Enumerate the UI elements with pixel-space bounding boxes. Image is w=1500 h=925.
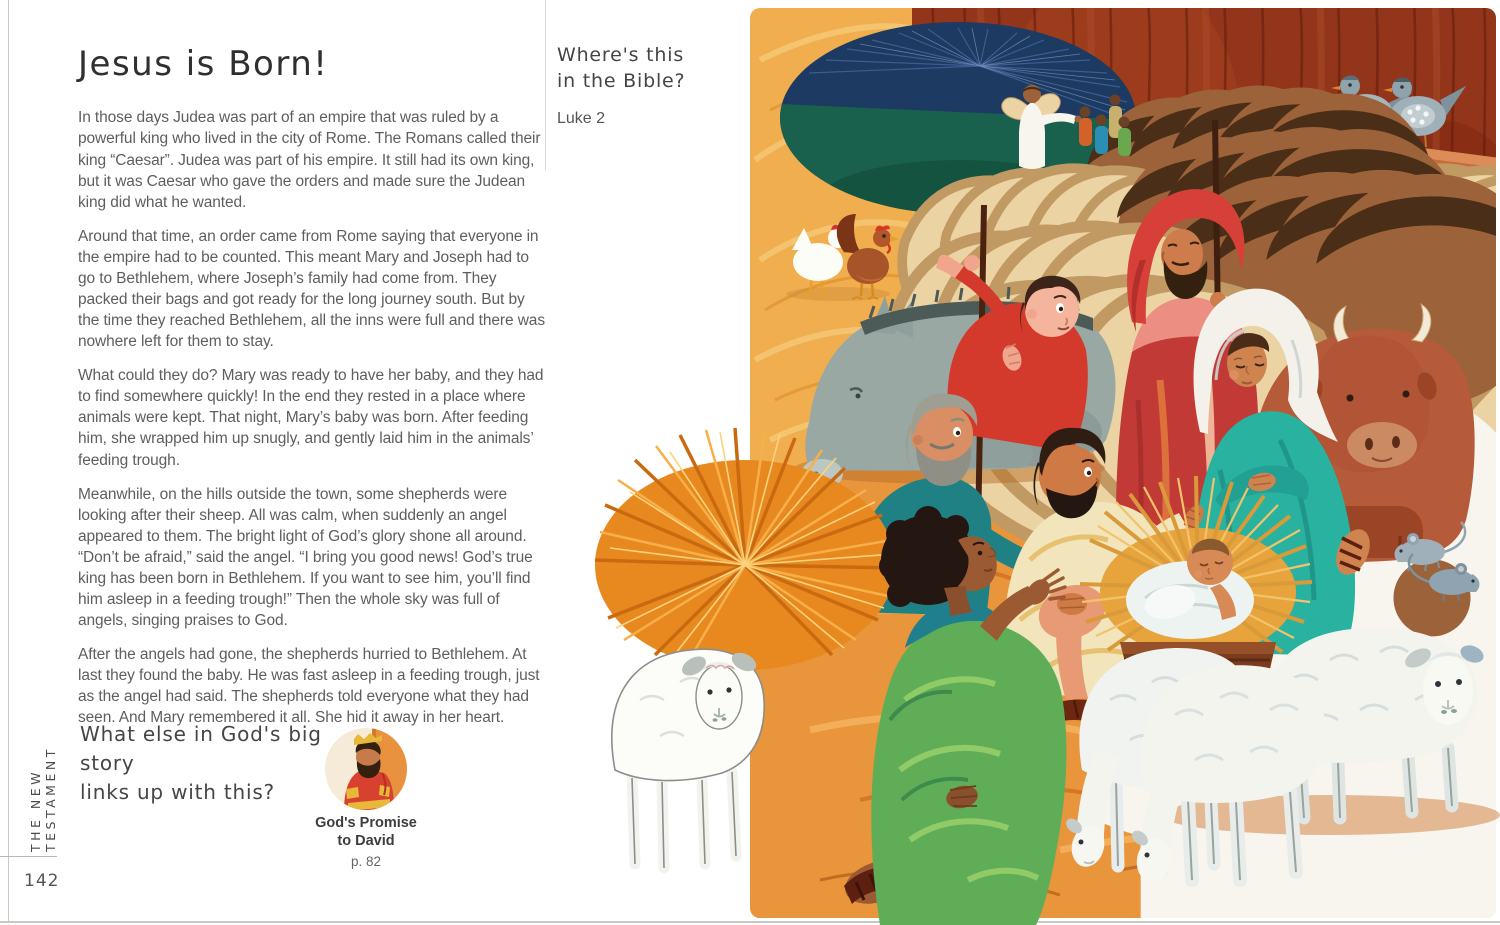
- bible-ref-heading-line2: in the Bible?: [557, 70, 686, 93]
- story-paragraph: In those days Judea was part of an empire that was ruled by a powerful king who lived in the city of Rome. The Romans called their king “Caesar”. Judea was part of his empire. It still had its own king, but it was Caesar who gave the orders and made sure the Judean king did what he wanted.: [78, 109, 541, 211]
- outline-sheep: [612, 649, 764, 868]
- king-david-icon-art: [324, 727, 408, 811]
- nativity-illustration-art: [560, 0, 1500, 925]
- king-david-icon: [324, 727, 408, 811]
- story-paragraph: Meanwhile, on the hills outside the town, some shepherds were looking after their sheep. All was calm, when suddenly an angel appeared to them. The bright light of God’s glory shone all around. “Don’t be afraid,” said the angel. “I bring you good news! God’s true king has been born in Bethlehem. If you want to see him, you’ll find him asleep in a feeding trough!” Then the whole sky was full of angels, singing praises to God.: [78, 485, 533, 630]
- story-paragraph: After the angels had gone, the shepherds hurried to Bethlehem. At last they found the baby. He was fast asleep in a feeding trough, just as the angel had said. The shepherds told everyone what they had seen. And Mary remembered it all. She hid it away in her heart.: [78, 646, 540, 727]
- page-left-edge: [8, 0, 9, 921]
- section-spine-label: THE NEW TESTAMENT: [28, 746, 58, 852]
- spine-rule: [0, 856, 57, 857]
- story-paragraph: Around that time, an order came from Rome saying that everyone in the empire had to be counted. This meant Mary and Joseph had to go to Bethlehem, where Joseph’s family had come from. They packed their bags and got ready for the long journey south. But by the time they reached Bethlehem, all the inns were full and there was nowhere left for them to stay.: [78, 227, 545, 351]
- bible-ref-verse: Luke 2: [557, 110, 606, 128]
- page-number: 142: [24, 871, 60, 891]
- link-question-line2: links up with this?: [80, 780, 275, 804]
- page-title: Jesus is Born!: [78, 44, 329, 84]
- link-page-ref: p. 82: [350, 854, 382, 870]
- link-caption: [296, 815, 436, 869]
- bible-ref-heading-line1: Where's this: [557, 44, 685, 66]
- link-title-line2: to David: [337, 832, 395, 849]
- story-column: [78, 46, 546, 742]
- story-paragraph: What could they do? Mary was ready to have her baby, and they had to find somewhere quickly! In the end they rested in a place where animals were kept. That night, Mary’s baby was born. After feeding him, she wrapped him up snugly, and gently laid him in the animals’ feeding trough.: [78, 367, 544, 469]
- link-question-line1: What else in God's big story: [80, 722, 322, 775]
- column-divider: [545, 0, 546, 170]
- link-title-line1: God's Promise: [315, 815, 417, 831]
- nativity-illustration: [560, 0, 1500, 925]
